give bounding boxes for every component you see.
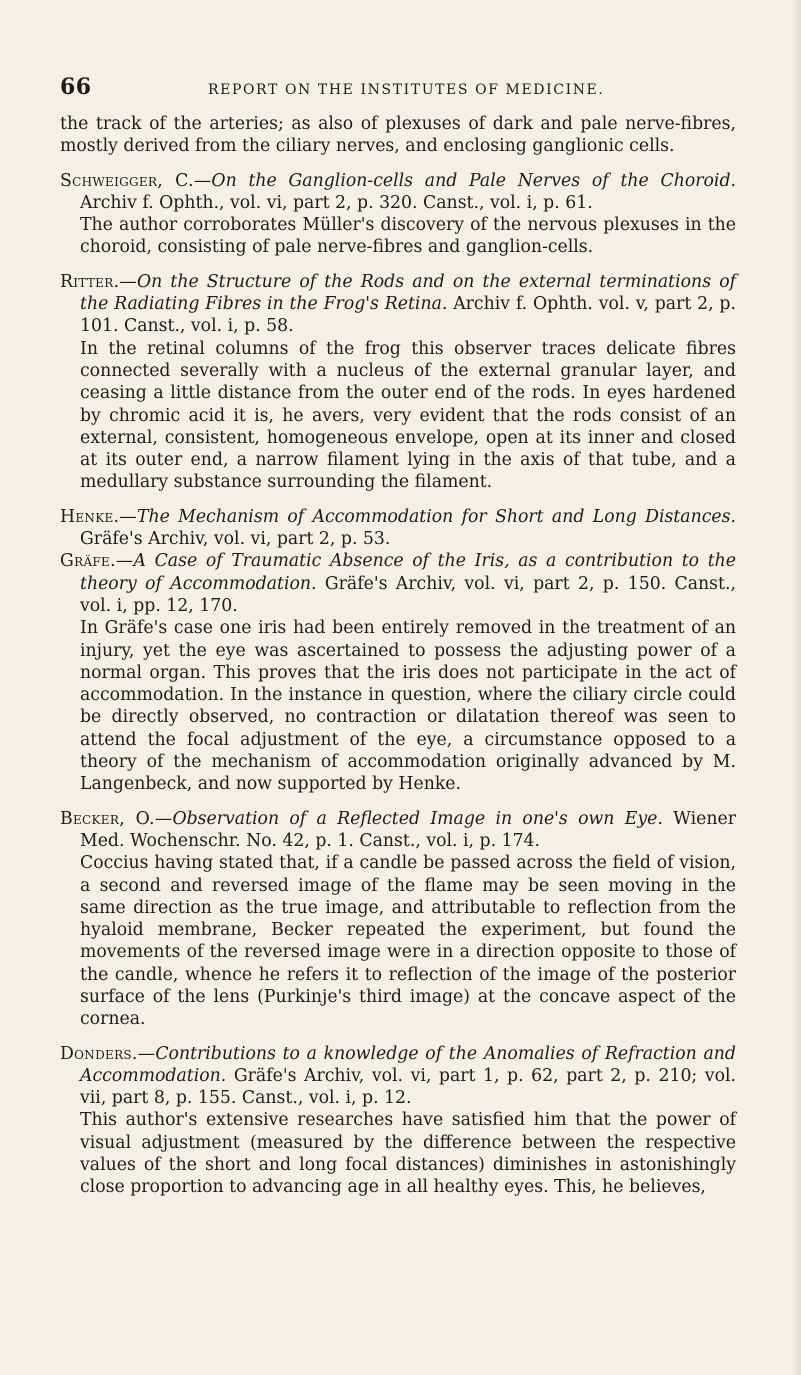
work-title: On the Ganglion-cells and Pale Nerves of the Choroid. [211,170,736,191]
source: Gräfe's Archiv, vol. vi, part 2, p. 150. Canst., vol. i, pp. 12, 170. [80,573,736,616]
author: Becker, O.— [60,808,173,829]
opening-paragraph: the track of the arteries; as also of plexuses of dark and pale nerve-fibres, mostly derived from the ciliary nerves, and enclosing ganglionic cells. [60,114,736,157]
page-header [60,74,760,104]
citation [60,271,736,338]
source: Wiener Med. Wochenschr. No. 42, p. 1. Canst., vol. i, p. 174. [80,808,736,851]
author: Donders.— [60,1043,156,1064]
entry-schweigger [60,170,736,259]
citation [60,170,736,215]
page-content [60,113,736,1199]
author: Henke.— [60,506,137,527]
citation [60,1043,736,1110]
summary: In the retinal columns of the frog this observer traces delicate fibres connected severally with a nucleus of the external granular layer, and ceasing a little distance from the outer end of the rods. In eyes hardened by chromic acid it is, he avers, very evident that the rods consist of an external, consistent, homogeneous envelope, open at its inner and closed at its outer end, a narrow filament lying in the axis of that tube, and a medullary substance surrounding the filament. [80,338,736,493]
work-title: Observation of a Reflected Image in one's own Eye. [172,808,663,829]
work-title: Contributions to a knowledge of the Anomalies of Refraction and Accommodation. [80,1043,736,1086]
author: Gräfe.— [60,551,134,572]
page-edge-shadow [791,0,801,1375]
entry-ritter [60,271,736,494]
citation [60,808,736,853]
running-head: REPORT ON THE INSTITUTES OF MEDICINE. [208,82,605,98]
citation [60,550,736,617]
page-number: 66 [60,74,92,100]
entry-becker [60,808,736,1031]
summary: In Gräfe's case one iris had been entirely removed in the treatment of an injury, yet the eye was ascertained to possess the adjusting power of a normal organ. This proves that the iris does not participate in the act of accommodation. In the instance in question, where the ciliary circle could be directly observed, no contraction or dilatation thereof was seen to attend the focal adjustment of the eye, a circumstance opposed to a theory of the mechanism of accommodation originally advanced by M. Langenbeck, and now supported by Henke. [80,618,736,795]
source: Gräfe's Archiv, vol. vi, part 2, p. 53. [80,529,391,550]
summary: This author's extensive researches have satisfied him that the power of visual adjustment (measured by the difference between the respective values of the short and long focal distances) diminishes in astonishingly close proportion to advancing age in all healthy eyes. This, he believes, [80,1110,736,1198]
author: Schweigger, C.— [60,170,212,191]
entry-grafe [60,550,736,795]
summary: The author corroborates Müller's discovery of the nervous plexuses in the choroid, consisting of pale nerve-fibres and ganglion-cells. [80,215,736,258]
source: Archiv f. Ophth. vol. v, part 2, p. 101. Canst., vol. i, p. 58. [80,294,736,337]
entry-henke [60,506,736,551]
source: Archiv f. Ophth., vol. vi, part 2, p. 320. Canst., vol. i, p. 61. [80,192,593,213]
source: Gräfe's Archiv, vol. vi, part 1, p. 62, part 2, p. 210; vol. vii, part 8, p. 155. Canst., vol. i, p. 12. [80,1065,736,1109]
citation [60,506,736,551]
work-title: On the Structure of the Rods and on the external terminations of the Radiating Fibres in the Frog's Retina. [80,271,736,315]
entry-donders [60,1043,736,1199]
work-title: A Case of Traumatic Absence of the Iris, as a contribution to the theory of Accommodation. [80,551,736,594]
author: Ritter.— [60,271,137,292]
summary: Coccius having stated that, if a candle be passed across the field of vision, a second and reversed image of the flame may be seen moving in the same direction as the true image, and attributable to reflection from the hyaloid membrane, Becker repeated the experiment, but found the movements of the reversed image were in a direction opposite to those of the candle, whence he refers it to reflection of the image of the posterior surface of the lens (Purkinje's third image) at the concave aspect of the cornea. [80,853,736,1030]
work-title: The Mechanism of Accommodation for Short and Long Distances. [136,506,736,527]
